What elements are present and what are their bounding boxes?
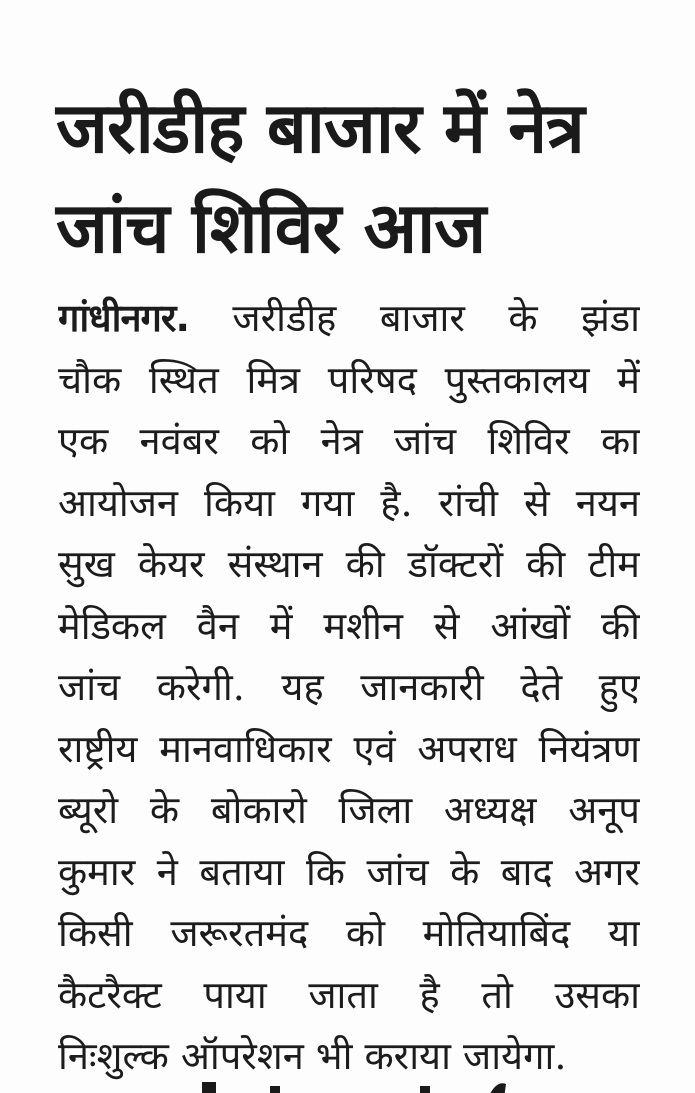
body-line-11: किसी जरूरतमंद को मोतियाबिंद या (58, 911, 640, 955)
body-line-9: ब्यूरो के बोकारो जिला अध्यक्ष अनूप (58, 788, 640, 832)
body-line-1-text: जरीडीह बाजार के झंडा (232, 296, 640, 340)
body-line-5: सुख केयर संस्थान की डॉक्टरों की टीम (58, 542, 640, 586)
body-line-1 (58, 288, 640, 350)
article-body (58, 288, 640, 1088)
article-dateline: गांधीनगर. (58, 296, 189, 340)
body-line-4: आयोजन किया गया है. रांची से नयन (58, 480, 640, 525)
headline-line-2: जांच शिविर आज (56, 187, 486, 269)
body-line-8: राष्ट्रीय मानवाधिकार एवं अपराध नियंत्रण (58, 726, 640, 771)
cutoff-glyph-tops (150, 1078, 570, 1093)
body-line-13: निःशुल्क ऑपरेशन भी कराया जायेगा. (58, 1034, 567, 1078)
next-article-cutoff (150, 1078, 570, 1093)
body-line-2: चौक स्थित मित्र परिषद पुस्तकालय में (58, 357, 640, 402)
body-line-12: कैटरैक्ट पाया जाता है तो उसका (58, 972, 640, 1017)
article-headline (56, 78, 656, 278)
body-line-10: कुमार ने बताया कि जांच के बाद अगर (58, 849, 640, 894)
headline-line-1: जरीडीह बाजार में नेत्र (56, 87, 584, 169)
body-line-7: जांच करेगी. यह जानकारी देते हुए (58, 665, 640, 709)
body-line-6: मेडिकल वैन में मशीन से आंखों की (58, 603, 640, 648)
body-line-3: एक नवंबर को नेत्र जांच शिविर का (58, 419, 640, 463)
